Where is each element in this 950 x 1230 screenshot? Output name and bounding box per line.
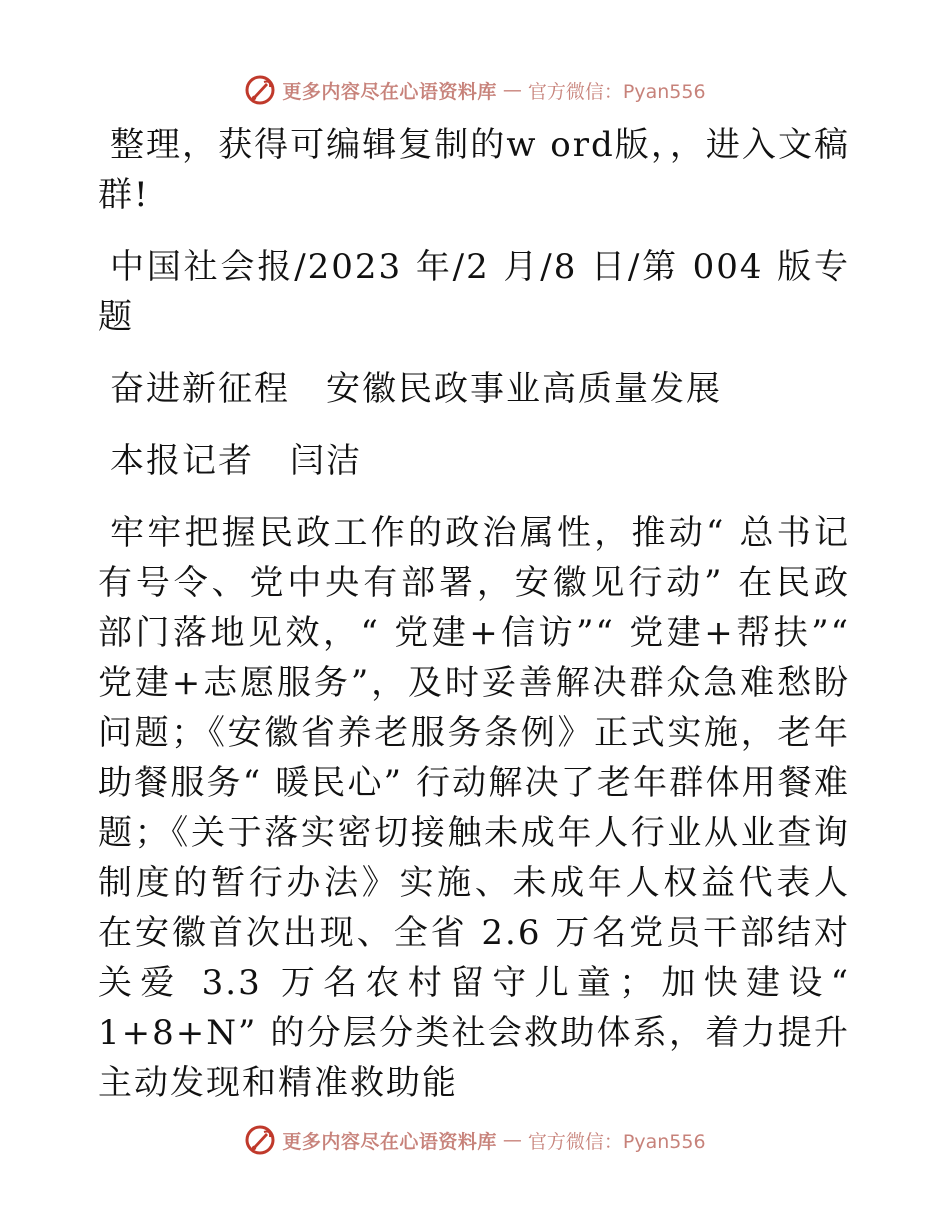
intro-paragraph: 整理，获得可编辑复制的w ord版，，进入文稿群! [98,125,850,215]
body-paragraph: 牢牢把握民政工作的政治属性，推动“ 总书记有号令、党中央有部署，安徽见行动” 在民政部门落地见效，“ 党建+信访”“ 党建+帮扶”“ 党建+志愿服务”，及时妥善解决群众急难愁盼问题；《安徽省养老服务条例》正式实施，老年助餐服务“ 暖民心” 行动解决了老年群体用餐难题；《关于落实密切接触未成年人行业从业查询制度的暂行办法》实施、未成年人权益代表人在安徽首次出现、全省 2.6 万名党员干部结对关爱 3.3 万名农村留守儿童；加快建设“ 1+8+N” 的分层分类社会救助体系，着力提升主动发现和精准救助能 [98,513,850,1103]
quill-logo-icon [244,1124,276,1156]
publication-meta: 中国社会报/2023 年/2 月/8 日/第 004 版专题 [98,247,850,337]
footer-banner [0,1122,950,1158]
quill-logo-icon [244,74,276,106]
banner-official-wechat: 官方微信：Pyan556 [527,1130,706,1153]
banner-site-text: 更多内容尽在心语资料库 [282,1130,497,1153]
article-byline: 本报记者 闫洁 [110,441,362,481]
article-headline: 奋进新征程 安徽民政事业高质量发展 [110,369,722,409]
banner-dash: — [502,79,522,101]
banner-official-wechat: 官方微信：Pyan556 [527,80,706,103]
article [98,120,850,1108]
banner-dash: — [502,1129,522,1151]
header-banner [0,72,950,108]
banner-site-text: 更多内容尽在心语资料库 [282,80,497,103]
